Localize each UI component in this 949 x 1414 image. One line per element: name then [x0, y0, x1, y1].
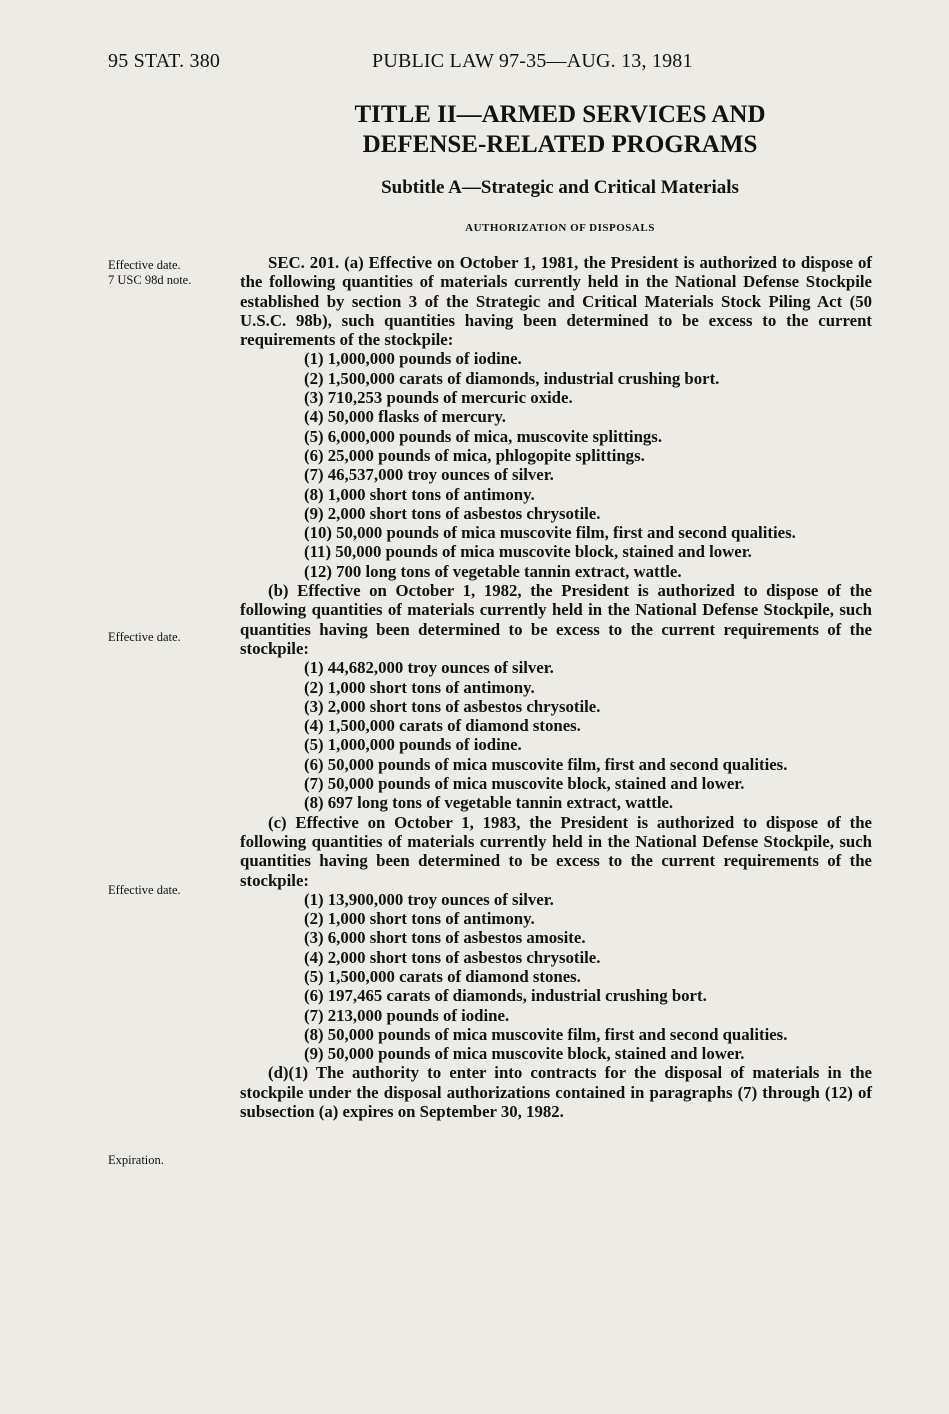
section-b-item: (5) 1,000,000 pounds of iodine. [304, 735, 522, 755]
section-a-item: (8) 1,000 short tons of antimony. [304, 484, 535, 504]
section-c-item: (4) 2,000 short tons of asbestos chrysotile. [304, 947, 601, 967]
section-b-item: (1) 44,682,000 troy ounces of silver. [304, 658, 554, 678]
page-reference: 95 STAT. 380 [108, 50, 221, 72]
section-heading: AUTHORIZATION OF DISPOSALS [465, 222, 655, 234]
section-c-item: (9) 50,000 pounds of mica muscovite block, stained and lower. [304, 1044, 745, 1064]
section-b-item: (8) 697 long tons of vegetable tannin extract, wattle. [304, 793, 674, 813]
section-c-item: (8) 50,000 pounds of mica muscovite film, first and second qualities. [304, 1024, 788, 1044]
section-a-item: (2) 1,500,000 carats of diamonds, industrial crushing bort. [304, 368, 720, 388]
section-c-item: (2) 1,000 short tons of antimony. [304, 909, 535, 929]
section-c-item: (5) 1,500,000 carats of diamond stones. [304, 966, 581, 986]
section-a-item: (7) 46,537,000 troy ounces of silver. [304, 465, 554, 485]
section-a-item: (12) 700 long tons of vegetable tannin extract, wattle. [304, 561, 682, 581]
section-c-item: (7) 213,000 pounds of iodine. [304, 1005, 510, 1025]
section-b-item: (4) 1,500,000 carats of diamond stones. [304, 716, 581, 736]
section-c-item: (6) 197,465 carats of diamonds, industrial crushing bort. [304, 986, 707, 1006]
section-a-item: (4) 50,000 flasks of mercury. [304, 407, 506, 427]
section-b-item: (3) 2,000 short tons of asbestos chrysotile. [304, 696, 601, 716]
section-a-intro: SEC. 201. (a) Effective on October 1, 1981, the President is authorized to dispose of the following quantities of materials currently held in the National Defense Stockpile established by section 3 of the Strategic and Critical Materials Stock Piling Act (50 U.S.C. 98b), such quantities having been determined to be excess to the current requirements of the stockpile: [240, 253, 872, 350]
margin-note-d: Expiration. [108, 1153, 164, 1167]
section-c-item: (3) 6,000 short tons of asbestos amosite. [304, 928, 586, 948]
section-b-item: (6) 50,000 pounds of mica muscovite film, first and second qualities. [304, 754, 788, 774]
section-d-text: (d)(1) The authority to enter into contracts for the disposal of materials in the stockpile under the disposal authorizations contained in paragraphs (7) through (12) of subsection (a) expires on September 30, 1982. [240, 1063, 872, 1122]
section-a-item: (6) 25,000 pounds of mica, phlogopite splittings. [304, 445, 645, 465]
margin-note-c: Effective date. [108, 883, 181, 897]
margin-note-a-line1: Effective date. [108, 258, 181, 272]
section-a-item: (9) 2,000 short tons of asbestos chrysotile. [304, 503, 601, 523]
section-b-intro: (b) Effective on October 1, 1982, the President is authorized to dispose of the following quantities of materials currently held in the National Defense Stockpile, such quantities having been determined to be excess to the current requirements of the stockpile: [240, 581, 872, 658]
section-a-item: (10) 50,000 pounds of mica muscovite film, first and second qualities. [304, 523, 796, 543]
section-a-item: (11) 50,000 pounds of mica muscovite block, stained and lower. [304, 542, 752, 562]
margin-note-b: Effective date. [108, 630, 181, 644]
running-head: PUBLIC LAW 97-35—AUG. 13, 1981 [372, 50, 693, 72]
section-b-item: (7) 50,000 pounds of mica muscovite block, stained and lower. [304, 774, 745, 794]
margin-note-a-line2: 7 USC 98d note. [108, 273, 192, 287]
subtitle: Subtitle A—Strategic and Critical Materials [381, 177, 739, 198]
section-b-item: (2) 1,000 short tons of antimony. [304, 677, 535, 697]
margin-note-a [108, 258, 228, 288]
section-c-item: (1) 13,900,000 troy ounces of silver. [304, 889, 554, 909]
title-line-2: DEFENSE-RELATED PROGRAMS [362, 131, 758, 158]
title-line-1: TITLE II—ARMED SERVICES AND [354, 101, 766, 128]
statute-body [240, 253, 872, 1121]
section-a-item: (5) 6,000,000 pounds of mica, muscovite splittings. [304, 426, 663, 446]
section-c-intro: (c) Effective on October 1, 1983, the President is authorized to dispose of the following quantities of materials currently held in the National Defense Stockpile, such quantities having been determined to be excess to the current requirements of the stockpile: [240, 812, 872, 890]
section-a-item: (3) 710,253 pounds of mercuric oxide. [304, 388, 573, 408]
section-a-item: (1) 1,000,000 pounds of iodine. [304, 349, 522, 369]
